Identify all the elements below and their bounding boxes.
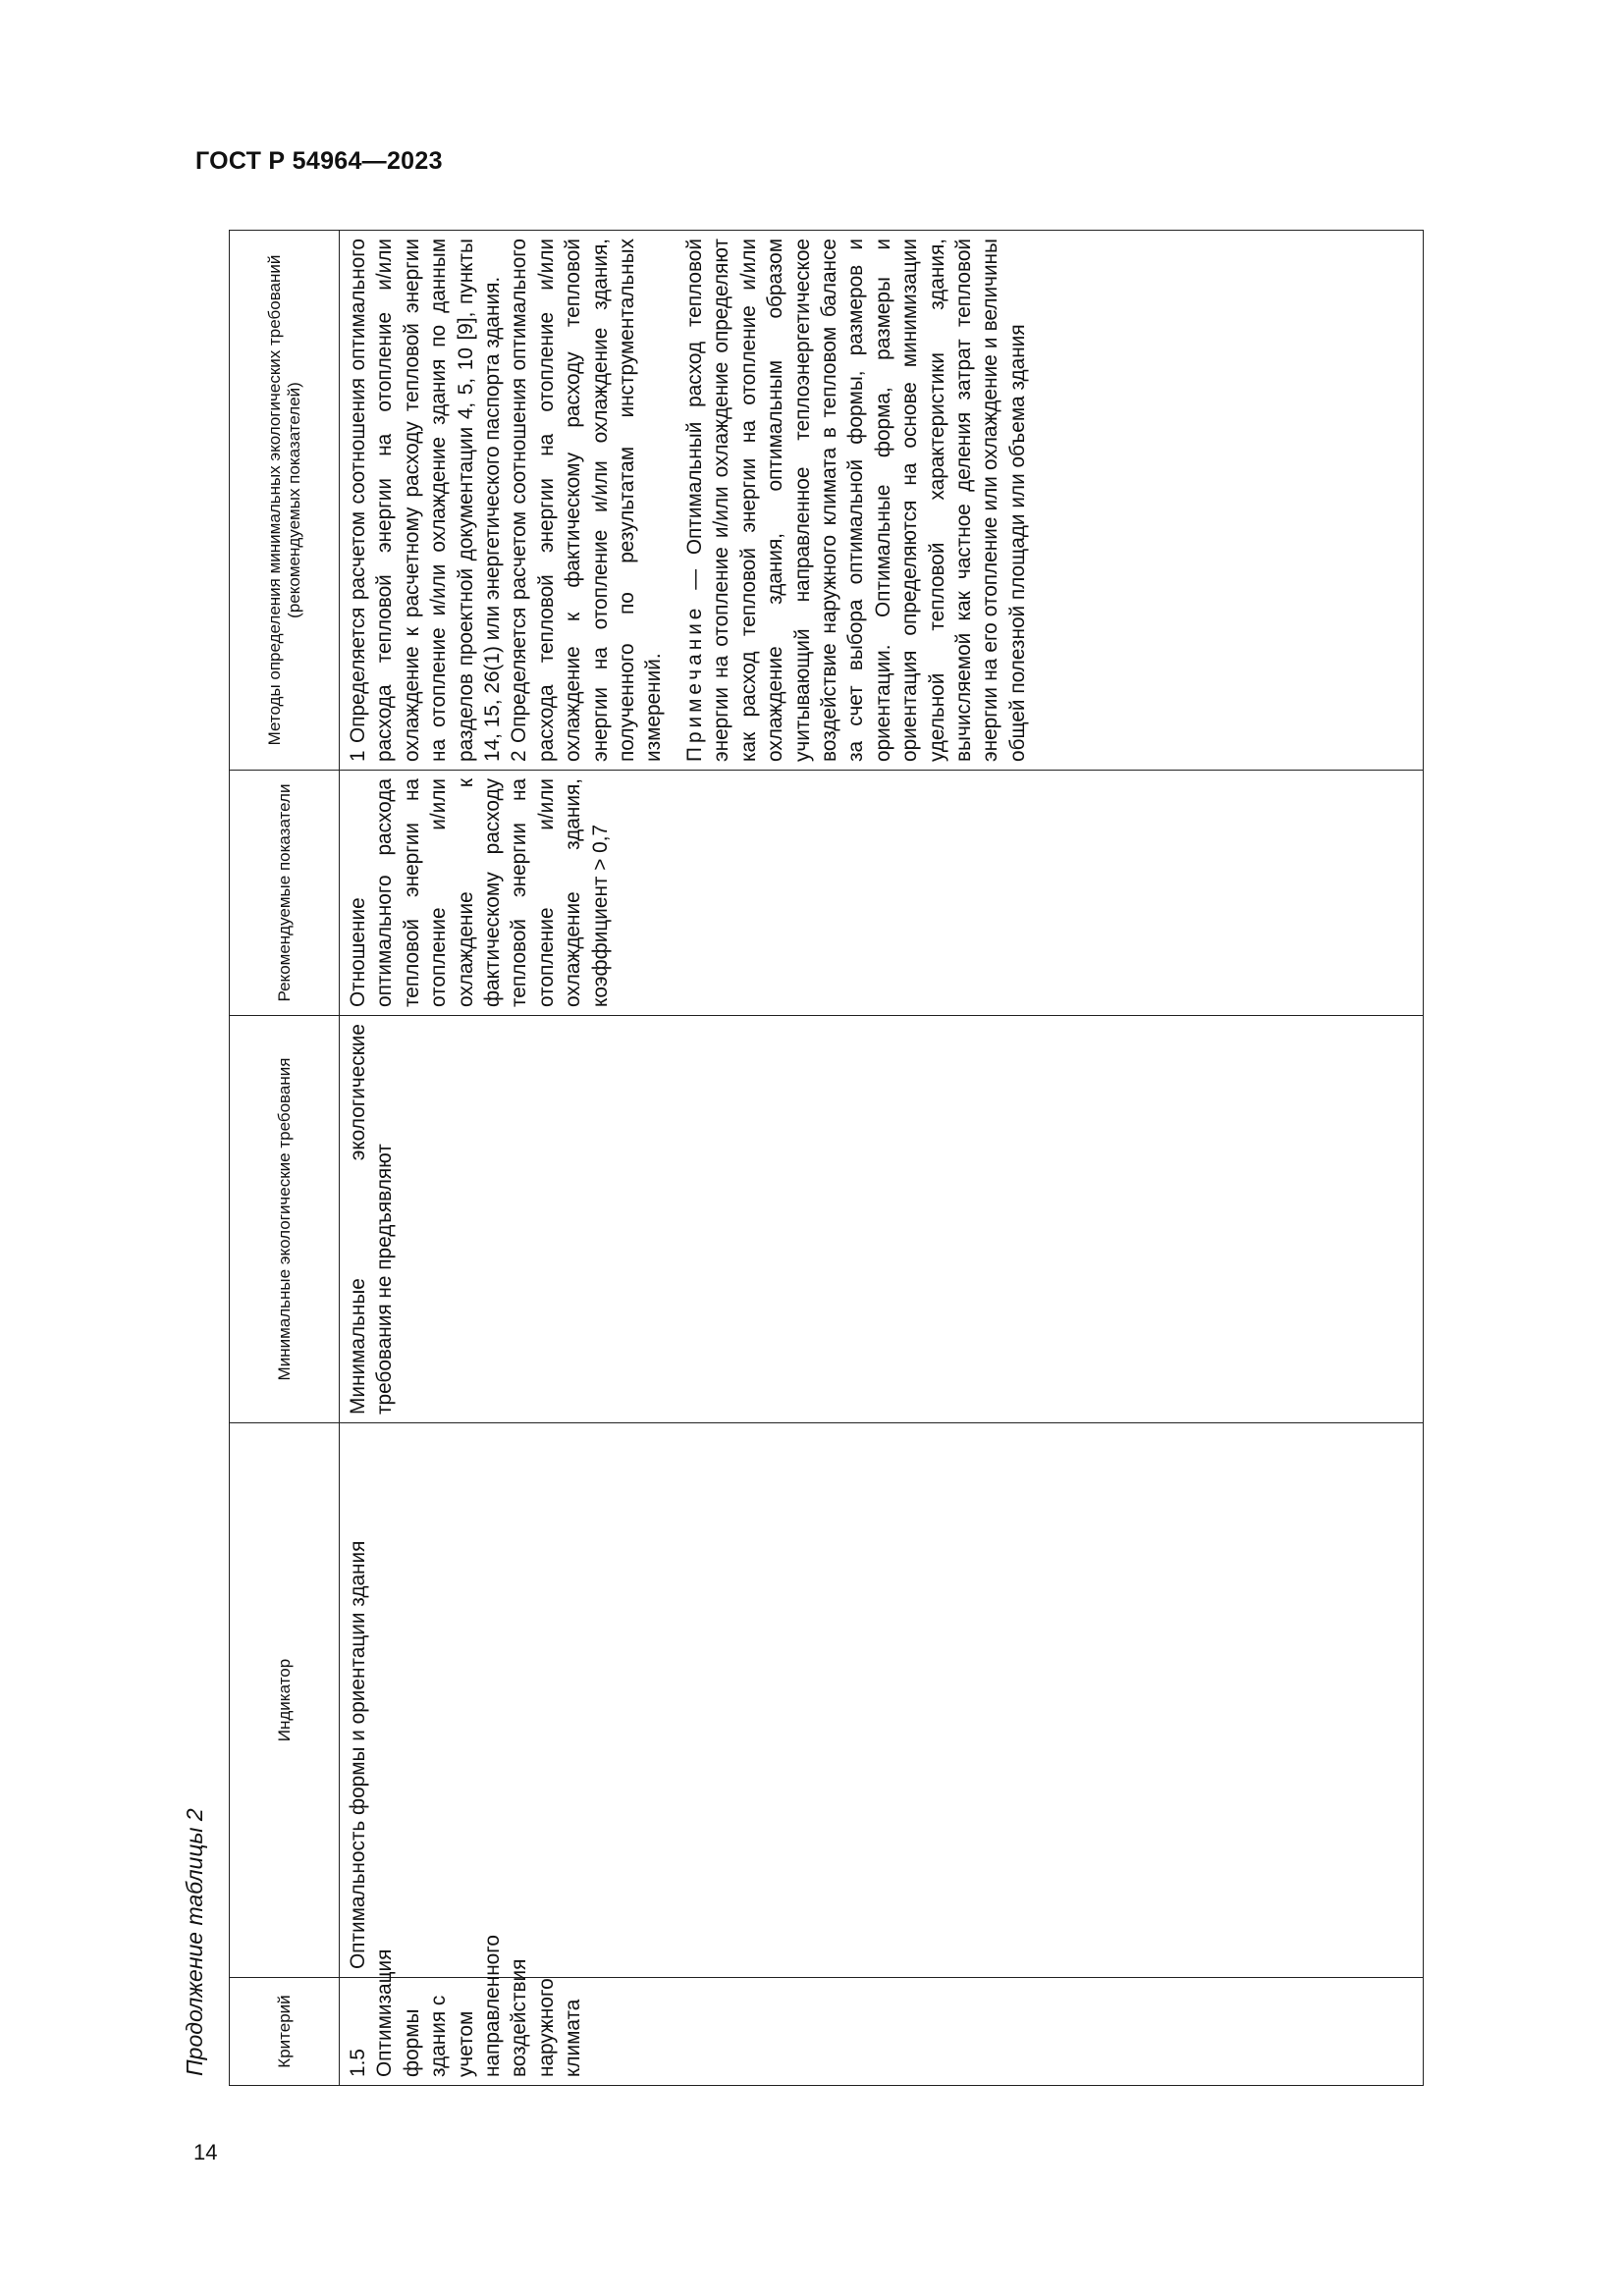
note-text: — Оптимальный расход тепловой энергии на отопление и/или охлаждение определяют как расход тепловой энергии на отопление и/или охлаждение здания, оптимальным образом учитывающий направленное теплоэнергетическое воздействие наружного климата в тепловом балансе за счет выбора оптимальной формы, размеров и ориентации. Оптимальные форма, размеры и ориентация определяются на основе минимизации удельной тепловой характеристики здания, вычисляемой как частное деления затрат тепловой энергии на его отопление или охлаждение и величины общей полезной площади или объема здания: [682, 239, 1029, 762]
table-row: [340, 231, 1424, 2086]
page-number: 14: [193, 2140, 218, 2164]
methods-paragraph-1: 1 Определяется расчетом соотношения оптимального расхода тепловой энергии на отопление и/или охлаждение к расчетному расходу тепловой энергии на отопление и/или охлаждение здания по данным разделов проектной документации 4, 5, 10 [9], пункты 14, 15, 26(1) или энергетического паспорта здания.: [347, 239, 505, 762]
methods-paragraph-2: 2 Определяется расчетом соотношения оптимального расхода тепловой энергии на отопление и/или охлаждение к фактическому расходу тепловой энергии на отопление и/или охлаждение здания, полученного по результатам инструментальных измерений.: [508, 239, 666, 762]
note-label: Примечание: [682, 604, 706, 762]
cell-min-requirements: Минимальные экологические требования не предъявляют: [340, 1016, 1424, 1423]
cell-indicator: Оптимальность формы и ориентации здания: [340, 1423, 1424, 1978]
column-header-min-requirements: Минимальные экологические требования: [230, 1016, 340, 1423]
column-header-indicator: Индикатор: [230, 1423, 340, 1978]
table-header-row: [230, 231, 340, 2086]
column-header-criterion: Критерий: [230, 1978, 340, 2086]
column-header-recommended: Рекомендуемые показатели: [230, 771, 340, 1016]
rotated-table-region: [182, 231, 1458, 2086]
methods-note: [681, 239, 1031, 762]
table-caption: Продолжение таблицы 2: [182, 1808, 207, 2076]
cell-methods: [340, 231, 1424, 771]
cell-recommended: Отношение оптимального расхода тепловой энергии на отопление и/или охлаждение к фактическому расходу тепловой энергии на отопление и/или охлаждение здания, коэффициент > 0,7: [340, 771, 1424, 1016]
column-header-methods: Методы определения минимальных экологических требований (рекомендуемых показателей): [230, 231, 340, 771]
cell-criterion: 1.5 Оптимизация формы здания с учетом направленного воздействия наружного климата: [340, 1978, 1424, 2086]
document-header: ГОСТ Р 54964—2023: [195, 147, 443, 175]
requirements-table: [229, 230, 1424, 2086]
